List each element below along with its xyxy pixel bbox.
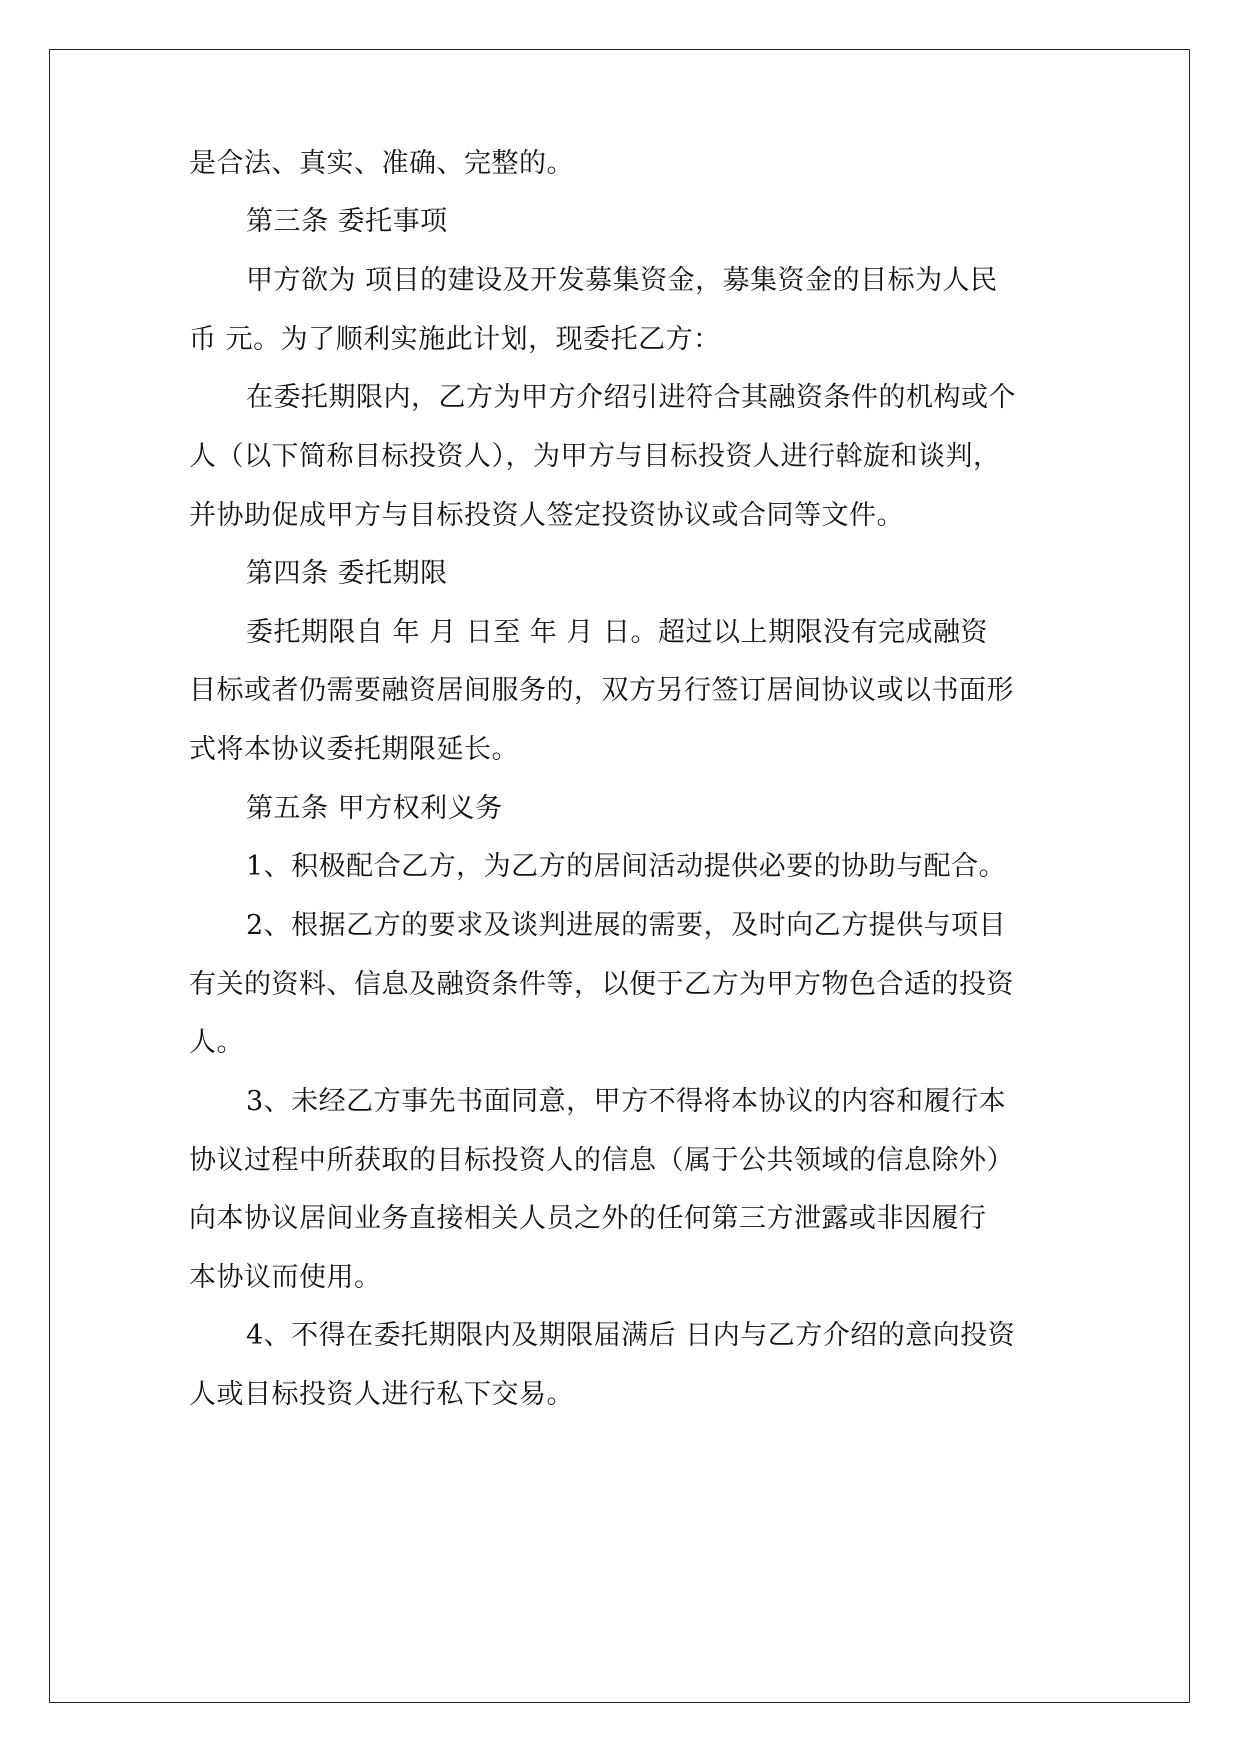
text-line: 1、积极配合乙方，为乙方的居间活动提供必要的协助与配合。 <box>246 851 1007 882</box>
text-line: 协议过程中所获取的目标投资人的信息（属于公共领域的信息除外） <box>189 1145 1014 1176</box>
text-line: 4、不得在委托期限内及期限届满后 日内与乙方介绍的意向投资 <box>246 1320 1016 1351</box>
text-line: 人（以下简称目标投资人），为甲方与目标投资人进行斡旋和谈判， <box>189 441 1001 472</box>
text-line: 本协议而使用。 <box>189 1262 382 1293</box>
text-line: 人。 <box>189 1027 244 1058</box>
section-heading-article-3: 第三条 委托事项 <box>246 206 448 237</box>
text-line: 人或目标投资人进行私下交易。 <box>189 1379 574 1410</box>
section-heading-article-4: 第四条 委托期限 <box>246 558 448 589</box>
text-line: 甲方欲为 项目的建设及开发募集资金，募集资金的目标为人民 <box>246 265 998 296</box>
text-line: 在委托期限内，乙方为甲方介绍引进符合其融资条件的机构或个 <box>246 382 1016 413</box>
text-line: 委托期限自 年 月 日至 年 月 日。超过以上期限没有完成融资 <box>246 617 988 648</box>
text-line: 并协助促成甲方与目标投资人签定投资协议或合同等文件。 <box>189 500 904 531</box>
text-line: 式将本协议委托期限延长。 <box>189 734 519 765</box>
text-line: 向本协议居间业务直接相关人员之外的任何第三方泄露或非因履行 <box>189 1203 987 1234</box>
section-heading-article-5: 第五条 甲方权利义务 <box>246 793 503 824</box>
text-line: 3、未经乙方事先书面同意，甲方不得将本协议的内容和履行本 <box>246 1086 1007 1117</box>
text-line: 目标或者仍需要融资居间服务的，双方另行签订居间协议或以书面形 <box>189 675 1014 706</box>
text-line: 2、根据乙方的要求及谈判进展的需要，及时向乙方提供与项目 <box>246 910 1007 941</box>
text-line: 是合法、真实、准确、完整的。 <box>189 148 574 179</box>
text-line: 币 元。为了顺利实施此计划，现委托乙方： <box>189 324 721 355</box>
text-line: 有关的资料、信息及融资条件等，以便于乙方为甲方物色合适的投资 <box>189 969 1014 1000</box>
